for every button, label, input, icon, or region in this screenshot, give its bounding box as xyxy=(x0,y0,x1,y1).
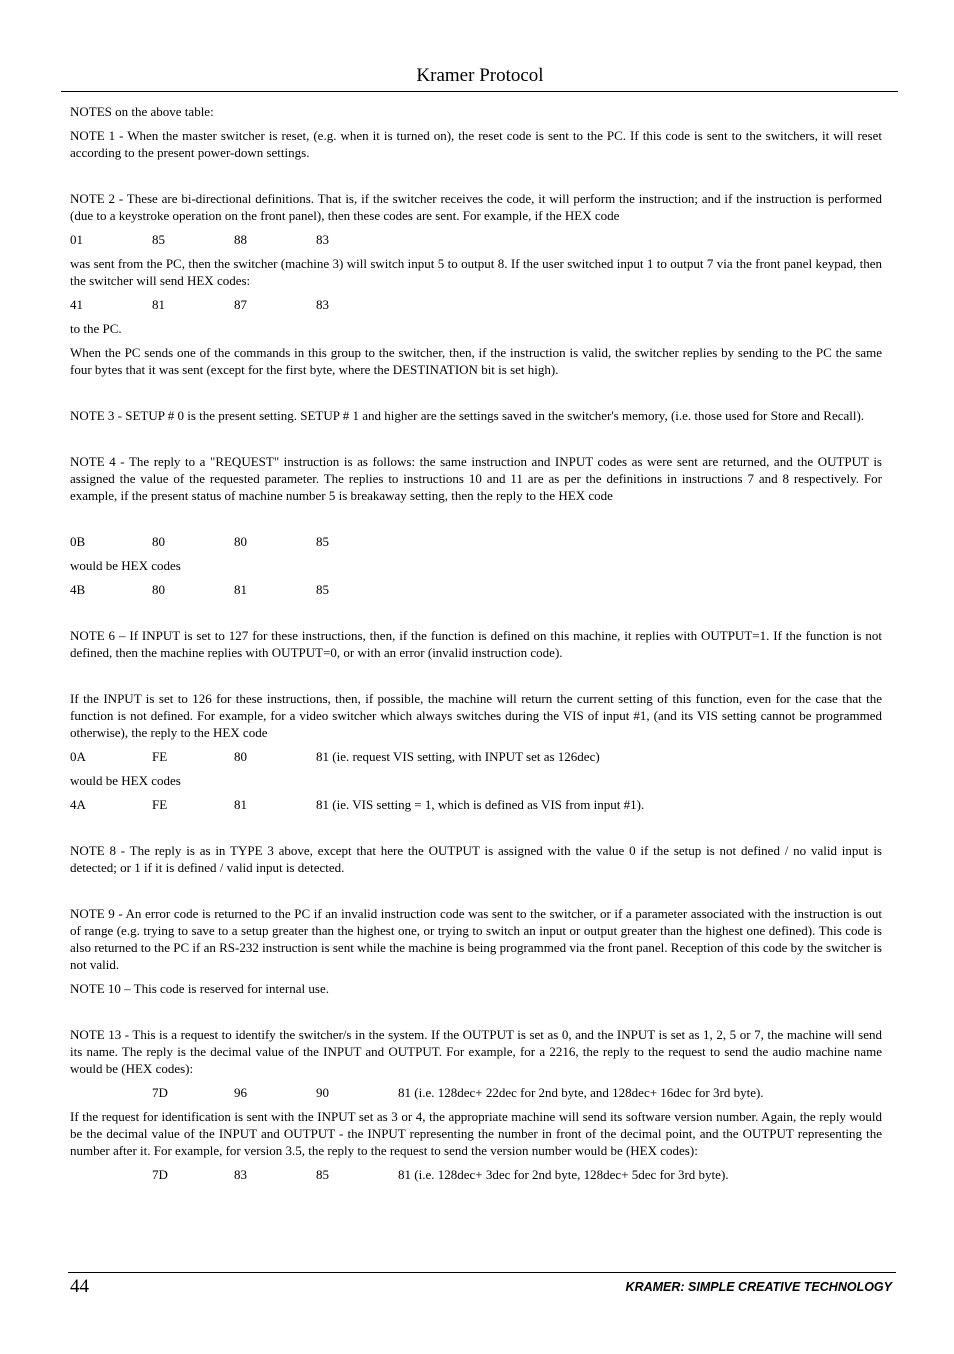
hex-byte: 80 xyxy=(234,534,247,549)
hex-byte: 83 xyxy=(234,1167,247,1182)
hex-byte: 83 xyxy=(316,232,329,247)
note-8: NOTE 8 - The reply is as in TYPE 3 above, except that here the OUTPUT is assigned with the value 0 if the setup is not defined / no valid input is detected; or 1 if it is defined / valid input is detected. xyxy=(70,843,882,875)
note-10: NOTE 10 – This code is reserved for internal use. xyxy=(70,981,329,996)
hex-code-row xyxy=(70,748,882,765)
hex-byte: FE xyxy=(152,797,168,812)
note-9: NOTE 9 - An error code is returned to the PC if an invalid instruction code was sent to the switcher, or if a parameter associated with the instruction is out of range (e.g. trying to save to a setup greater than the highest one, or trying to switch an input or output greater than the highest one defined). This code is also returned to the PC if an RS-232 instruction is sent while the machine is being programmed via the front panel. Reception of this code by the switcher is not valid. xyxy=(70,906,882,972)
spacer xyxy=(70,168,882,190)
note-2-paragraph: When the PC sends one of the commands in this group to the switcher, then, if the instruction is valid, the switcher replies by sending to the PC the same four bytes that it was sent (except for the first byte, where the DESTINATION bit is set high). xyxy=(70,345,882,377)
hex-byte: 4B xyxy=(70,582,86,597)
hex-byte: 81 (ie. request VIS setting, with INPUT set as 126dec) xyxy=(316,749,600,764)
hex-byte: FE xyxy=(152,749,168,764)
note-6-paragraph: If the INPUT is set to 126 for these instructions, then, if possible, the machine will return the current setting of this function, even for the case that the function is not defined. For example, for a video switcher which always switches during the VIS of input #1, (and its VIS setting cannot be programmed otherwise), the reply to the HEX code xyxy=(70,691,882,740)
note-4-paragraph: NOTE 4 - The reply to a "REQUEST" instruction is as follows: the same instruction and INPUT codes as were sent are returned, and the OUTPUT is assigned the value of the requested parameter. The replies to instructions 10 and 11 are as per the definitions in instructions 7 and 8 respectively. For example, if the present status of machine number 5 is breakaway setting, then the reply to the HEX code xyxy=(70,454,882,503)
note-4-paragraph: would be HEX codes xyxy=(70,558,181,573)
page-number: 44 xyxy=(70,1276,89,1297)
note-1: NOTE 1 - When the master switcher is reset, (e.g. when it is turned on), the reset code is sent to the PC. If this code is sent to the switchers, it will reset according to the present power-down settings. xyxy=(70,128,882,160)
hex-code-row xyxy=(70,796,882,813)
hex-byte: 81 (i.e. 128dec+ 3dec for 2nd byte, 128dec+ 5dec for 3rd byte). xyxy=(398,1167,729,1182)
hex-byte: 81 xyxy=(152,297,165,312)
hex-code-row xyxy=(70,1166,882,1183)
page-header-title: Kramer Protocol xyxy=(416,65,544,86)
footer-brand: KRAMER: SIMPLE CREATIVE TECHNOLOGY xyxy=(625,1280,892,1294)
hex-byte: 83 xyxy=(316,297,329,312)
note-2-paragraph: NOTE 2 - These are bi-directional definitions. That is, if the switcher receives the code, it will perform the instruction; and if the instruction is performed (due to a keystroke operation on the front panel), then these codes are sent. For example, if the HEX code xyxy=(70,191,882,223)
hex-byte: 7D xyxy=(152,1085,168,1100)
hex-byte: 90 xyxy=(316,1085,329,1100)
notes-intro: NOTES on the above table: xyxy=(70,104,214,119)
hex-code-row xyxy=(70,581,882,598)
hex-byte: 81 (ie. VIS setting = 1, which is defined as VIS from input #1). xyxy=(316,797,645,812)
hex-byte: 80 xyxy=(152,582,165,597)
spacer xyxy=(70,385,882,407)
hex-code-row xyxy=(70,296,882,313)
spacer xyxy=(70,820,882,842)
note-6-paragraph: would be HEX codes xyxy=(70,773,181,788)
hex-code-row xyxy=(70,1084,882,1101)
hex-byte: 87 xyxy=(234,297,247,312)
note-6-paragraph: NOTE 6 – If INPUT is set to 127 for these instructions, then, if the function is defined on this machine, it replies with OUTPUT=1. If the function is not defined, then the machine replies with OUTPUT=0, or with an error (invalid instruction code). xyxy=(70,628,882,660)
hex-byte: 81 xyxy=(234,582,247,597)
hex-byte: 80 xyxy=(234,749,247,764)
hex-byte: 0B xyxy=(70,534,86,549)
note-13-paragraph: If the request for identification is sent with the INPUT set as 3 or 4, the appropriate machine will send its software version number. Again, the reply would be the decimal value of the INPUT and OUTPUT - the INPUT representing the number in front of the decimal point, and the OUTPUT representing the number after it. For example, for version 3.5, the reply to the request to send the version number would be (HEX codes): xyxy=(70,1109,882,1158)
hex-byte: 88 xyxy=(234,232,247,247)
hex-byte: 80 xyxy=(152,534,165,549)
hex-byte: 81 xyxy=(234,797,247,812)
hex-code-row xyxy=(70,231,882,248)
hex-byte: 01 xyxy=(70,232,83,247)
note-3: NOTE 3 - SETUP # 0 is the present setting. SETUP # 1 and higher are the settings saved in the switcher's memory, (i.e. those used for Store and Recall). xyxy=(70,408,865,423)
note-13-paragraph: NOTE 13 - This is a request to identify the switcher/s in the system. If the OUTPUT is set as 0, and the INPUT is set as 1, 2, 5 or 7, the machine will send its name. The reply is the decimal value of the INPUT and OUTPUT. For example, for a 2216, the reply to the request to send the audio machine name would be (HEX codes): xyxy=(70,1027,882,1076)
spacer xyxy=(70,883,882,905)
hex-byte: 7D xyxy=(152,1167,168,1182)
hex-byte: 85 xyxy=(316,534,329,549)
hex-byte: 96 xyxy=(234,1085,247,1100)
footer-rule xyxy=(68,1272,896,1273)
note-2-paragraph: to the PC. xyxy=(70,321,122,336)
hex-byte: 85 xyxy=(316,1167,329,1182)
header-rule xyxy=(61,91,898,92)
hex-byte: 85 xyxy=(152,232,165,247)
page-content xyxy=(70,103,882,1190)
hex-byte: 85 xyxy=(316,582,329,597)
hex-code-row xyxy=(70,533,882,550)
hex-byte: 81 (i.e. 128dec+ 22dec for 2nd byte, and 128dec+ 16dec for 3rd byte). xyxy=(398,1085,764,1100)
hex-byte: 4A xyxy=(70,797,86,812)
note-2-paragraph: was sent from the PC, then the switcher (machine 3) will switch input 5 to output 8. If the user switched input 1 to output 7 via the front panel keypad, then the switcher will send HEX codes: xyxy=(70,256,882,288)
spacer xyxy=(70,668,882,690)
spacer xyxy=(70,605,882,627)
hex-byte: 0A xyxy=(70,749,86,764)
spacer xyxy=(70,511,882,533)
spacer xyxy=(70,431,882,453)
spacer xyxy=(70,1004,882,1026)
hex-byte: 41 xyxy=(70,297,83,312)
